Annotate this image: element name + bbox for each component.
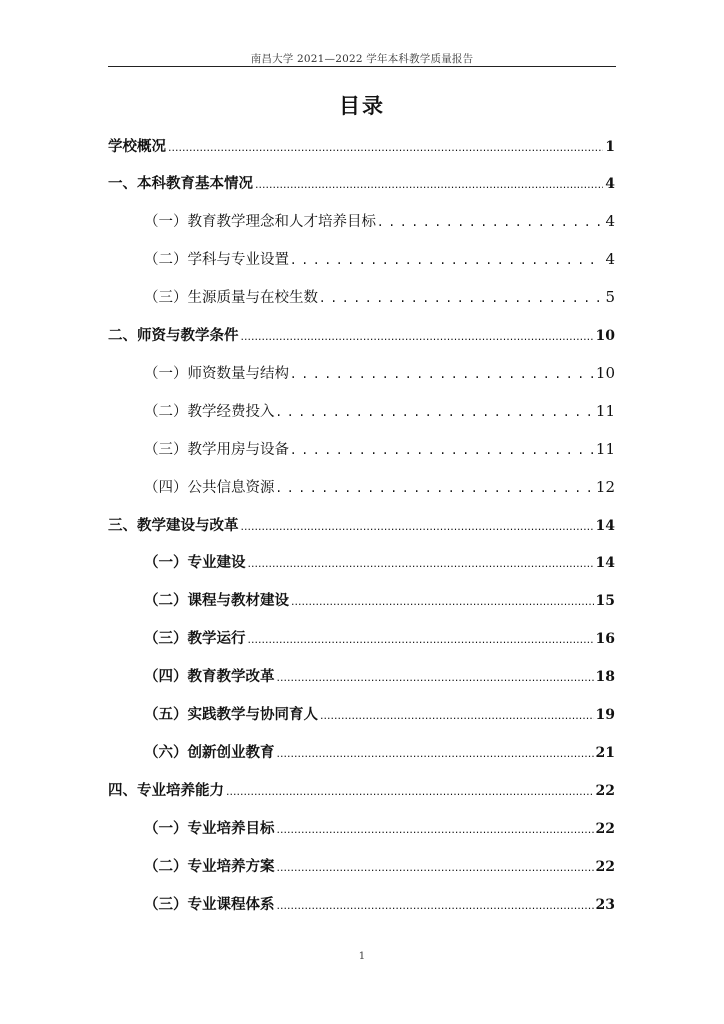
toc-leader-dots: [248, 555, 594, 571]
toc-entry-page: 22: [595, 821, 615, 837]
toc-leader-dots: [248, 631, 594, 647]
toc-entry-label: （二）专业培养方案: [144, 859, 275, 875]
toc-entry-label: （三）生源质量与在校生数: [144, 290, 318, 306]
toc-leader-dots: [291, 366, 594, 382]
toc-entry-page: 14: [595, 555, 615, 571]
toc-entry-page: 11: [595, 402, 615, 420]
toc-entry-label: 二、师资与教学条件: [108, 328, 239, 344]
running-header: 南昌大学 2021—2022 学年本科教学质量报告: [250, 53, 474, 65]
toc-leader-dots: [277, 859, 594, 875]
toc-entry-2-2[interactable]: [144, 400, 615, 424]
toc-entry-label: （四）教育教学改革: [144, 669, 275, 685]
toc-entry-label: （一）专业培养目标: [144, 821, 275, 837]
toc-entry-section-2[interactable]: [108, 324, 615, 348]
toc-leader-dots: [320, 290, 603, 306]
toc-leader-dots: [241, 518, 594, 534]
toc-entry-page: 5: [605, 288, 615, 306]
toc-entry-section-4[interactable]: [108, 779, 615, 803]
toc-entry-1-2[interactable]: [144, 248, 615, 272]
toc-entry-label: （一）师资数量与结构: [144, 366, 289, 382]
toc-entry-page: 21: [595, 745, 615, 761]
toc-entry-label: （三）专业课程体系: [144, 897, 275, 913]
toc-entry-page: 10: [595, 328, 615, 344]
toc-entry-4-3[interactable]: [144, 893, 615, 917]
toc-entry-label: 三、教学建设与改革: [108, 518, 239, 534]
toc-entry-label: （一）教育教学理念和人才培养目标: [144, 214, 376, 230]
toc-entry-label: （四）公共信息资源: [144, 480, 275, 496]
toc-entry-label: （二）学科与专业设置: [144, 252, 289, 268]
toc-leader-dots: [277, 404, 594, 420]
toc-entry-label: 学校概况: [108, 139, 166, 155]
toc-leader-dots: [320, 707, 594, 723]
toc-leader-dots: [277, 669, 594, 685]
toc-entry-section-1[interactable]: [108, 172, 615, 196]
toc-entry-2-4[interactable]: [144, 476, 615, 500]
toc-entry-page: 16: [595, 631, 615, 647]
toc-title: 目录: [339, 94, 385, 118]
toc-leader-dots: [226, 783, 594, 799]
toc-leader-dots: [277, 745, 594, 761]
toc-entry-page: 4: [605, 212, 615, 230]
toc-entry-label: （一）专业建设: [144, 555, 246, 571]
toc-entry-page: 18: [595, 669, 615, 685]
toc-entry-3-4[interactable]: [144, 665, 615, 689]
page-number: 1: [358, 950, 366, 962]
toc-entry-label: （二）课程与教材建设: [144, 593, 289, 609]
toc-entry-label: （五）实践教学与协同育人: [144, 707, 318, 723]
toc-leader-dots: [168, 139, 603, 155]
toc-entry-page: 4: [605, 250, 615, 268]
toc-entry-page: 15: [595, 593, 615, 609]
toc-leader-dots: [255, 176, 603, 192]
toc-entry-label: （三）教学用房与设备: [144, 442, 289, 458]
toc-leader-dots: [277, 480, 594, 496]
toc-leader-dots: [241, 328, 594, 344]
toc-entry-page: 19: [595, 707, 615, 723]
toc-entry-4-2[interactable]: [144, 855, 615, 879]
toc-entry-page: 23: [595, 897, 615, 913]
toc-entry-label: 一、本科教育基本情况: [108, 176, 253, 192]
toc-entry-3-6[interactable]: [144, 741, 615, 765]
toc-entry-page: 4: [605, 176, 615, 192]
toc-leader-dots: [277, 821, 594, 837]
header-rule: [108, 66, 616, 67]
toc-entry-3-5[interactable]: [144, 703, 615, 727]
toc-entry-3-1[interactable]: [144, 551, 615, 575]
toc-leader-dots: [291, 442, 594, 458]
toc-entry-label: （二）教学经费投入: [144, 404, 275, 420]
toc-entry-page: 10: [595, 364, 615, 382]
toc-entry-3-3[interactable]: [144, 627, 615, 651]
toc-leader-dots: [291, 593, 594, 609]
toc-entry-page: 22: [595, 859, 615, 875]
toc-entry-4-1[interactable]: [144, 817, 615, 841]
toc-leader-dots: [277, 897, 594, 913]
toc-entry-label: （六）创新创业教育: [144, 745, 275, 761]
toc-entry-page: 14: [595, 518, 615, 534]
toc-entry-1-1[interactable]: [144, 210, 615, 234]
toc-leader-dots: [378, 214, 603, 230]
toc-entry-page: 11: [595, 440, 615, 458]
toc-entry-label: （三）教学运行: [144, 631, 246, 647]
toc-entry-school-overview[interactable]: [108, 135, 615, 159]
toc-entry-1-3[interactable]: [144, 286, 615, 310]
toc-entry-label: 四、专业培养能力: [108, 783, 224, 799]
toc-entry-page: 12: [595, 478, 615, 496]
toc-entry-page: 1: [605, 139, 615, 155]
toc-entry-2-1[interactable]: [144, 362, 615, 386]
toc-leader-dots: [291, 252, 603, 268]
toc-entry-3-2[interactable]: [144, 589, 615, 613]
toc-entry-section-3[interactable]: [108, 514, 615, 538]
toc-entry-page: 22: [595, 783, 615, 799]
toc-entry-2-3[interactable]: [144, 438, 615, 462]
